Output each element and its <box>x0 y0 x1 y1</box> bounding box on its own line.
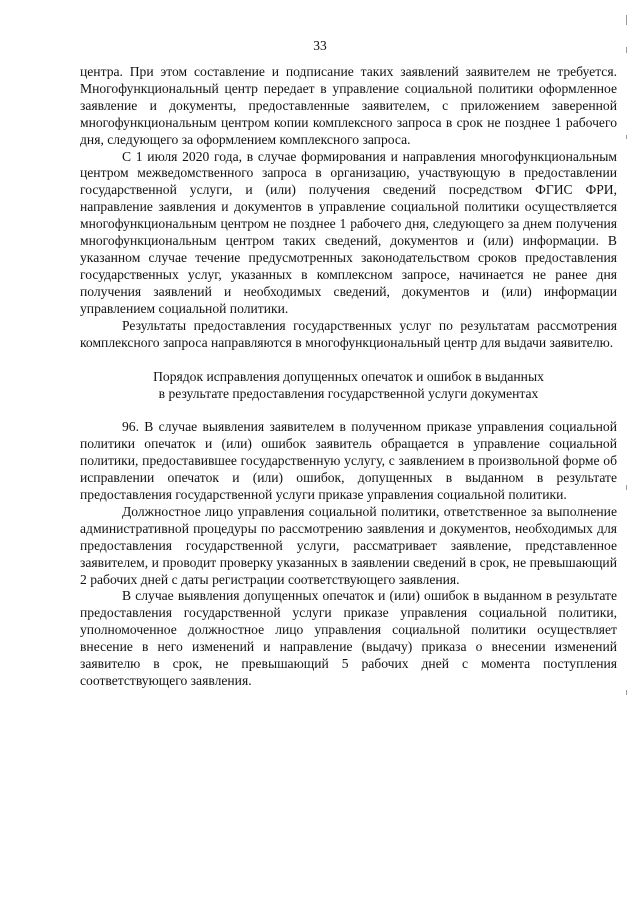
section-heading <box>80 351 617 419</box>
section-heading-line-2: в результате предоставления государственной услуги документах <box>158 386 539 402</box>
scan-mark <box>626 690 627 695</box>
scan-margin-marks <box>624 15 632 895</box>
scan-mark <box>626 485 627 490</box>
page-number: 33 <box>313 38 327 53</box>
scan-mark <box>626 15 627 25</box>
paragraph-continuation: центра. При этом составление и подписание таких заявлений заявителем не требуется. Многофункциональный центр передает в управление социальной политики оформленное заявление и документы, предоставленные заявителем, с приложением заверенной многофункциональным центром копии комплексного запроса в срок не позднее 1 рабочего дня, следующего за оформлением комплексного запроса. <box>80 64 617 147</box>
paragraph-mfc-interagency-request: С 1 июля 2020 года, в случае формирования и направления многофункциональным центром межведомственного запроса в организацию, участвующую в предоставлении государственной услуги, и (или) получения сведений посредством ФГИС ФРИ, направление заявления и документов в управление социальной политики осуществляется многофункциональным центром не позднее 1 рабочего дня, следующего за днем получения многофункциональным центром таких сведений, документов и (или) информации. В указанном случае течение предусмотренных законодательством сроков предоставления государственных услуг, указанных в комплексном запросе, начинается не ранее дня получения заявлений и необходимых сведений, документов и (или) информации управлением социальной политики. <box>80 148 617 316</box>
section-heading-line-1: Порядок исправления допущенных опечаток и ошибок в выданных <box>153 369 544 385</box>
scan-mark <box>626 47 627 53</box>
paragraph-96-error-report: 96. В случае выявления заявителем в полученном приказе управления социальной политики опечаток и (или) ошибок заявитель обращается в управление социальной политики, предоставившее государственную услугу, с заявлением в произвольной форме об исправлении опечаток и (или) ошибок, допущенных в выданном в результате предоставления государственной услуги приказе управления социальной политики. <box>80 419 617 503</box>
paragraph-correction-order: В случае выявления допущенных опечаток и (или) ошибок в выданном в результате предоставления государственной услуги приказе управления социальной политики, уполномоченное должностное лицо управления социальной политики осуществляет внесение в него изменений и направление (выдачу) приказа о внесении изменений заявителю в срок, не превышающий 5 рабочих дней с момента поступления соответствующего заявления. <box>80 588 617 688</box>
document-body <box>80 64 617 690</box>
paragraph-complex-request-results: Результаты предоставления государственных услуг по результатам рассмотрения комплексного запроса направляются в многофункциональный центр для выдачи заявителю. <box>80 317 617 350</box>
paragraph-official-review: Должностное лицо управления социальной политики, ответственное за выполнение административной процедуры по рассмотрению заявления и документов, необходимых для предоставления государственной услуги, рассматривает заявление, представленное заявителем, и проводит проверку указанных в заявлении сведений в срок, не превышающий 2 рабочих дней с даты регистрации соответствующего заявления. <box>80 503 617 587</box>
scan-mark <box>626 135 627 139</box>
